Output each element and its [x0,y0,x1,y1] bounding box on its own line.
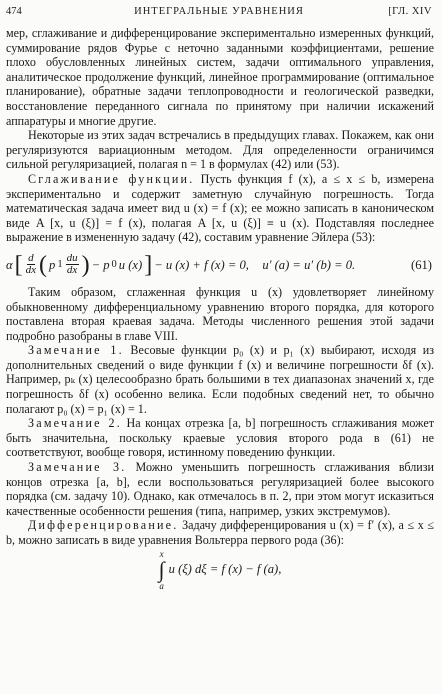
running-title: ИНТЕГРАЛЬНЫЕ УРАВНЕНИЯ [134,6,304,17]
eq-frac-den-dx: dx [25,264,37,277]
eq-p1-sub: 1 [57,258,63,270]
eq-frac-num-du: du [66,252,78,265]
eq-fraction-du-dx [66,253,79,276]
integral-upper-limit: x [159,548,164,559]
eq-alpha: α [6,257,13,272]
paragraph-1: мер, сглаживание и дифференцирование экспериментально измеренных функций, суммирование рядов Фурье с неточно заданными коэффициентами, решение плохо обусловленных линейных систем, задачи оптимального управления, аналитическое продолжение функций, линейное программирование (оптимальное планирование), обратные задачи теплопроводности и геологической разведки, восстановление переданного сигнала по принятому при наличии искажений аппаратуры и многие другие. [6,26,434,128]
integral-sign [159,549,165,591]
paragraph-differentiation [6,518,434,547]
page-number: 474 [6,6,22,17]
remark-1-heading: Замечание 1. [28,343,124,358]
paragraph-smoothing-text: Пусть функция f (x), a ≤ x ≤ b, измерена экспериментально и содержит заметную случайную погрешность. Тогда математическая задача имеет вид u (x) = f (x); ее можно записать в каноническом виде A [x, u (ξ)] = f (x), полагая A [x, u (ξ)] ≡ u (x). Подставляя последнее выражение в измененную задачу (42), составим уравнение Эйлера (53): [6,171,434,245]
remark-2-heading: Замечание 2. [28,416,122,431]
eq-p0: − p [91,257,110,272]
equation-integral [6,548,434,592]
integral-symbol: ∫ [158,556,165,582]
equation-61 [6,245,434,285]
section-heading-differentiation: Дифференцирование. [28,518,179,533]
eq-right-bracket: ] [144,251,153,278]
eq-frac-num-d: d [28,252,34,265]
paragraph-differentiation-text: Задачу дифференцирования u (x) = f′ (x), a ≤ x ≤ b, можно записать в виде уравнения Вольтерра первого рода (36): [6,518,434,547]
running-header [6,4,432,20]
remark-3-heading: Замечание 3. [28,460,127,475]
remark-2-text: На концах отрезка [a, b] погрешность сглаживания может быть значительна, поскольку краевые условия второго рода в (61) не соответствуют, вообще говоря, истинному поведению функции. [6,416,434,460]
integral-lower-limit: a [159,580,164,591]
paragraph-2: Некоторые из этих задач встречались в предыдущих главах. Покажем, как они регуляризуются вариационным методом. Для определенности ограничимся сильной регуляризацией, полагая n = 1 в формулах (42) или (53). [6,128,434,172]
remark-2 [6,416,434,460]
equation-number-61: (61) [411,257,432,272]
equation-61-body [6,253,355,277]
remark-3-text: Можно уменьшить погрешность сглаживания вблизи концов отрезка [a, b], если воспользоваться регуляризацией более высокого порядка (см. задачу 10). Однако, как отмечалось в п. 2, при этом могут исказиться качественные особенности решения (типа, например, узких экстремумов). [6,460,434,518]
eq-u-term: u (x) [118,257,143,272]
paragraph-smoothing [6,172,434,245]
page-body [6,26,434,592]
paragraph-thus: Таким образом, сглаженная функция u (x) удовлетворяет линейному обыкновенному дифференциальному уравнению второго порядка, для которого поставлена вторая краевая задача. Методы численного решения этой задачи подробно разобраны в главе VIII. [6,284,434,343]
eq-p1: p [49,257,56,272]
remark-1 [6,343,434,416]
eq-fraction-d-dx [26,253,36,276]
eq-left-paren: ( [39,251,48,278]
section-heading-smoothing: Сглаживание функции. [28,171,195,186]
eq-p0-sub: 0 [111,258,117,270]
chapter-label: [ГЛ. XIV [388,6,432,17]
eq-frac-den-dx2: dx [66,264,78,277]
remark-1-text: Весовые функции p₀ (x) и p₁ (x) выбирают, исходя из дополнительных сведений о виде функции f (x) и величине погрешности δf (x). Например, pₖ (x) целесообразно брать большими в тех диапазонах значений x, где погрешность δf (x) особенно велика. Если подобных сведений нет, то обычно полагают p₀ (x) = p₁ (x) = 1. [6,343,434,416]
eq-rest: − u (x) + f (x) = 0, [154,257,249,272]
remark-3 [6,460,434,518]
eq-left-bracket: [ [14,251,23,278]
integral-integrand: u (ξ) dξ = f (x) − f (a), [168,562,282,577]
eq-right-paren: ) [81,251,90,278]
eq-boundary-conditions: u′ (a) = u′ (b) = 0. [262,257,356,272]
